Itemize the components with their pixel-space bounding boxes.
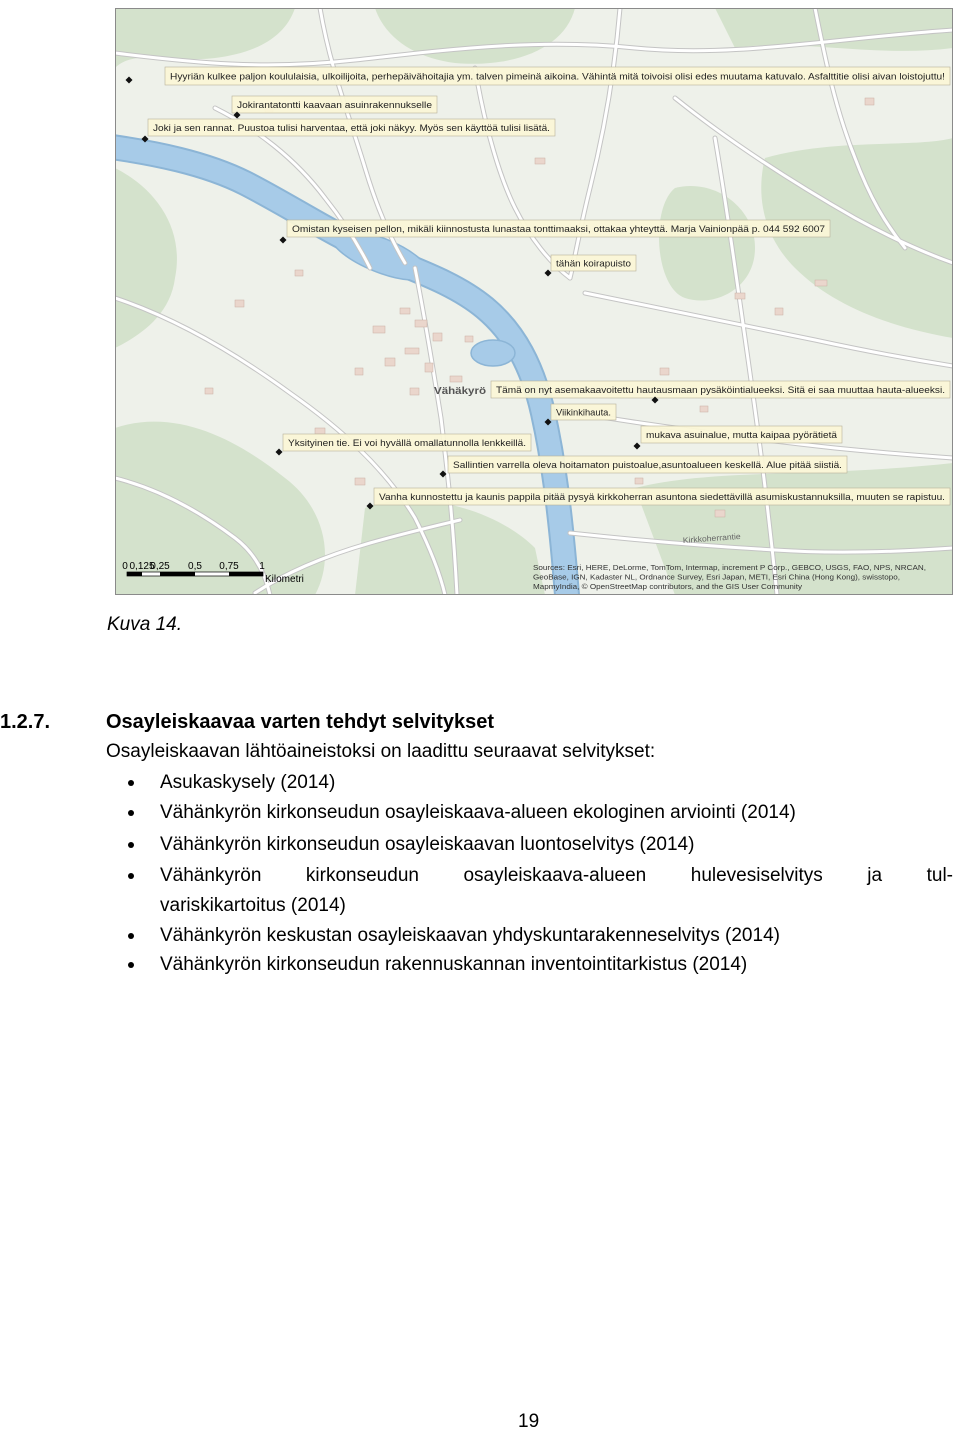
list-item-text: Asukaskysely (2014)	[160, 772, 336, 793]
building	[635, 478, 643, 484]
building	[660, 368, 669, 375]
building	[535, 158, 545, 164]
building	[700, 406, 708, 412]
list-item	[0, 865, 960, 917]
callout-text: Viikinkihauta.	[556, 407, 611, 419]
list-item	[0, 925, 960, 947]
callout-text: Sallintien varrella oleva hoitamaton puistoalue,asuntoalueen keskellä. Alue pitää siistiä.	[453, 460, 842, 471]
scale-segment	[195, 572, 229, 576]
building	[355, 368, 363, 375]
building	[385, 358, 395, 366]
building	[410, 388, 419, 395]
forest-area	[715, 8, 953, 51]
building	[815, 280, 827, 286]
scale-tick-label: 0,125	[129, 561, 155, 572]
building	[373, 326, 385, 333]
building	[205, 388, 213, 394]
building	[315, 428, 325, 434]
scale-tick-label: 0,5	[188, 561, 202, 572]
page-number: 19	[518, 1411, 540, 1432]
list-item	[0, 772, 960, 794]
building	[715, 510, 725, 517]
callout-text: mukava asuinalue, mutta kaipaa pyörätietä	[646, 430, 838, 441]
attribution-line: Sources: Esri, HERE, DeLorme, TomTom, Intermap, increment P Corp., GEBCO, USGS, FAO, NPS, NRCAN,	[533, 563, 926, 572]
building	[865, 98, 874, 105]
attribution-line: MapmyIndia, © OpenStreetMap contributors, and the GIS User Community	[533, 582, 803, 591]
callout	[126, 67, 951, 85]
survey-map	[115, 8, 953, 595]
building	[415, 320, 427, 327]
attribution-line: GeoBase, IGN, Kadaster NL, Ordnance Survey, Esri Japan, METI, Esri China (Hong Kong), swisstopo,	[533, 572, 900, 582]
callout-text: Joki ja sen rannat. Puustoa tulisi harventaa, että joki näkyy. Myös sen käyttöä tulisi lisätä.	[153, 123, 550, 134]
list-item	[0, 802, 960, 824]
callout-text: Tämä on nyt asemakaavoitettu hautausmaan pysäköintialueeksi. Sitä ei saa muuttaa hauta-alueeksi.	[496, 385, 945, 396]
list-item-text-continuation: variskikartoitus (2014)	[160, 895, 346, 916]
bullet-icon	[128, 842, 134, 848]
building	[405, 348, 419, 354]
building	[235, 300, 244, 307]
intro-paragraph: Osayleiskaavan lähtöaineistoksi on laadittu seuraavat selvitykset:	[106, 741, 656, 762]
scale-tick-label: 1	[259, 561, 265, 572]
callout-text: Hyyriän kulkee paljon koululaisia, ulkoilijoita, perhepäivähoitajia ym. talven pimeinä aikoina. Vähintä mitä toivoisi olisi edes muutama katuvalo. Asfalttitie olisi aivan loistojuttu!	[170, 71, 945, 83]
building	[775, 308, 783, 315]
scale-unit: Kilometri	[265, 574, 304, 585]
bullet-icon	[128, 780, 134, 786]
bullet-icon	[128, 962, 134, 968]
scale-tick-label: 0	[122, 561, 128, 572]
list-item	[0, 954, 960, 976]
bullet-icon	[128, 810, 134, 816]
pond	[471, 340, 515, 366]
place-label: Vähäkyrö	[434, 386, 486, 397]
bullet-icon	[128, 873, 134, 879]
list-item-text: Vähänkyrön kirkonseudun rakennuskannan inventointitarkistus (2014)	[160, 954, 748, 975]
list-item-text: Vähänkyrön keskustan osayleiskaavan yhdyskuntarakenneselvitys (2014)	[160, 925, 780, 946]
building	[450, 376, 462, 382]
scale-segment	[127, 572, 142, 576]
callout-text: Omistan kyseisen pellon, mikäli kiinnostusta lunastaa tonttimaaksi, ottakaa yhteyttä. Marja Vainionpää p. 044 592 6007	[292, 224, 825, 235]
scale-tick-label: 0,75	[219, 561, 239, 572]
callout-text: Yksityinen tie. Ei voi hyvällä omallatunnolla lenkkeillä.	[288, 438, 526, 449]
callout-text: Vanha kunnostettu ja kaunis pappila pitää pysyä kirkkoherran asuntona siedettävillä asumiskustannuksilla, muuten se rapistuu.	[379, 492, 945, 503]
scale-segment	[160, 572, 195, 576]
building	[425, 363, 433, 372]
building	[465, 336, 473, 342]
callout-text: Jokirantatontti kaavaan asuinrakennukselle	[237, 100, 432, 111]
scale-segment	[142, 572, 160, 576]
building	[295, 270, 303, 276]
scale-segment	[229, 572, 263, 576]
bullet-icon	[128, 933, 134, 939]
section-heading: Osayleiskaavaa varten tehdyt selvitykset	[106, 711, 495, 733]
list-item-text: Vähänkyrön kirkonseudun osayleiskaava-alueen hulevesiselvitys ja tul-	[160, 865, 953, 886]
list-item-text: Vähänkyrön kirkonseudun osayleiskaava-alueen ekologinen arviointi (2014)	[160, 802, 796, 823]
building	[735, 293, 745, 299]
figure-caption: Kuva 14.	[107, 614, 182, 635]
list-item	[0, 834, 960, 856]
building	[433, 333, 442, 341]
section-number: 1.2.7.	[0, 711, 51, 733]
scale-tick-label: 0,25	[150, 561, 170, 572]
list-item-text: Vähänkyrön kirkonseudun osayleiskaavan luontoselvitys (2014)	[160, 834, 695, 855]
building	[355, 478, 365, 485]
building	[400, 308, 410, 314]
road-label: Kirkkoherrantie	[682, 532, 737, 545]
callout-text: tähän koirapuisto	[556, 258, 631, 270]
